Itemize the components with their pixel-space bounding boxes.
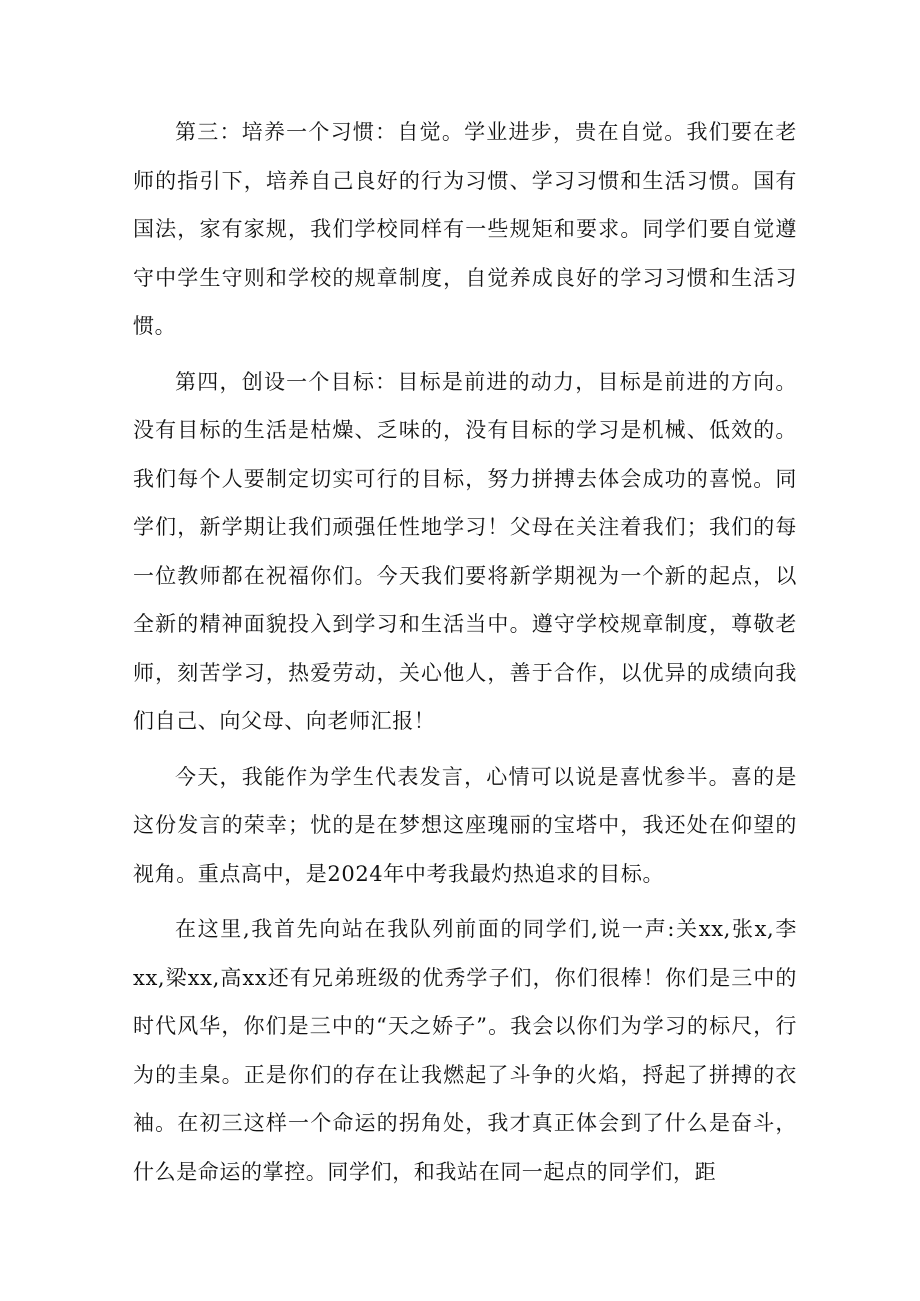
- paragraph-classmates: 在这里,我首先向站在我队列前面的同学们,说一声:关xx,张x,李xx,梁xx,高xx还有兄弟班级的优秀学子们，你们很棒！你们是三中的时代风华，你们是三中的“天之娇子”。我会以你们为学习的标尺，行为的圭臬。正是你们的存在让我燃起了斗争的火焰，捋起了拼搏的衣袖。在初三这样一个命运的拐角处，我才真正体会到了什么是奋斗，什么是命运的掌控。同学们，和我站在同一起点的同学们，距: [133, 917, 797, 1184]
- paragraph-goal: 第四，创设一个目标：目标是前进的动力，目标是前进的方向。没有目标的生活是枯燥、乏味的，没有目标的学习是机械、低效的。我们每个人要制定切实可行的目标，努力拼搏去体会成功的喜悦。同学们，新学期让我们顽强任性地学习！父母在关注着我们；我们的每一位教师都在祝福你们。今天我们要将新学期视为一个新的起点，以全新的精神面貌投入到学习和生活当中。遵守学校规章制度，尊敬老师，刻苦学习，热爱劳动，关心他人，善于合作，以优异的成绩向我们自己、向父母、向老师汇报！: [133, 369, 797, 733]
- paragraph-representative: 今天，我能作为学生代表发言，心情可以说是喜忧参半。喜的是这份发言的荣幸；忧的是在梦想这座瑰丽的宝塔中，我还处在仰望的视角。重点高中，是2024年中考我最灼热追求的目标。: [133, 764, 797, 886]
- document-body: [133, 108, 797, 1196]
- paragraph-habit: 第三：培养一个习惯：自觉。学业进步，贵在自觉。我们要在老师的指引下，培养自己良好的行为习惯、学习习惯和生活习惯。国有国法，家有家规，我们学校同样有一些规矩和要求。同学们要自觉遵守中学生守则和学校的规章制度，自觉养成良好的学习习惯和生活习惯。: [133, 120, 797, 338]
